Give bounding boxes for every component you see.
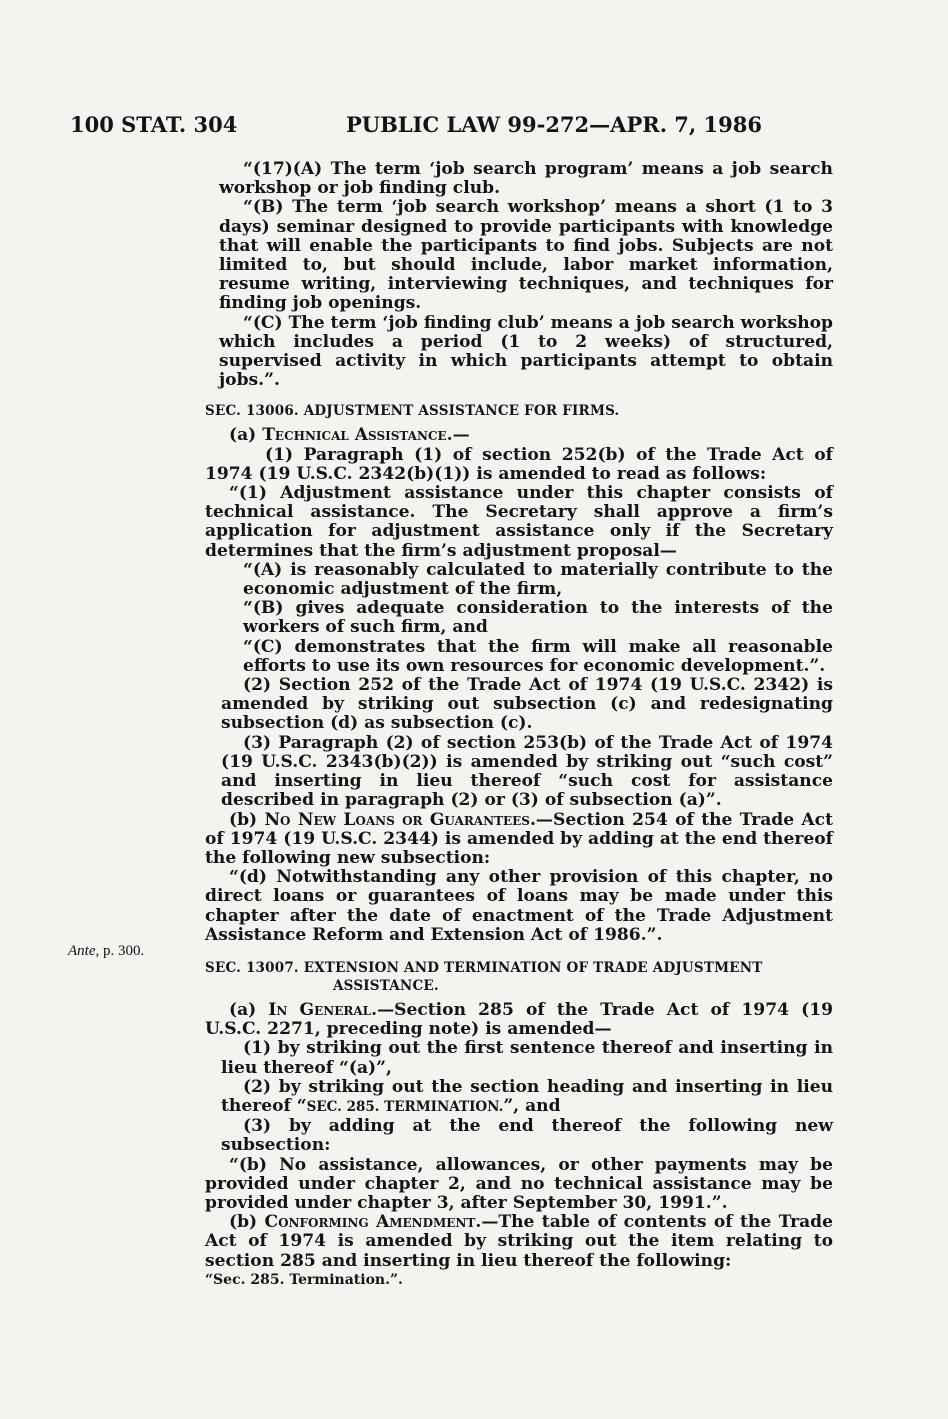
subsection-general-prefix: (a) [229, 999, 269, 1020]
subsection-conforming [205, 1213, 833, 1271]
section-13007-line1: SEC. 13007. EXTENSION AND TERMINATION OF TRADE ADJUSTMENT [205, 959, 763, 976]
paragraph-17c: “(C) The term ‘job finding club’ means a job search workshop which includes a period (1 to 2 weeks) of structured, supervised activity in which participants attempt to obtain jobs.”. [219, 312, 833, 391]
table-of-contents-item: “Sec. 285. Termination.”. [205, 1271, 403, 1288]
paragraph-17a: “(17)(A) The term ‘job search program’ means a job search workshop or job finding club. [219, 159, 833, 199]
subsection-general-text: —Section 285 of the Trade Act of 1974 (19 U.S.C. 2271, preceding note) is amended— [205, 999, 834, 1040]
subsection-conforming-text: —The table of contents of the Trade Act of 1974 is amended by striking out the item relating to section 285 and inserting in lieu thereof the following: [205, 1212, 833, 1271]
statute-page-number: 100 STAT. 304 [70, 112, 238, 137]
subsection-b [205, 811, 833, 869]
paragraph-g2-post: ”, and [503, 1095, 561, 1116]
paragraph-g3: (3) by adding at the end thereof the following new subsection: [221, 1116, 833, 1156]
margin-note [68, 942, 144, 960]
paragraph-g2-heading: SEC. 285. TERMINATION. [306, 1098, 504, 1115]
paragraph-g1: (1) by striking out the first sentence thereof and inserting in lieu thereof “(a)”, [221, 1038, 833, 1078]
quoted-subsection-b: “(b) No assistance, allowances, or other payments may be provided under chapter 2, and no technical assistance may be provided under chapter 3, after September 30, 1991.”. [205, 1154, 833, 1213]
paragraph-g2 [183, 1078, 833, 1117]
subsection-conforming-title: Conforming Amendment. [264, 1212, 482, 1233]
subsection-a-prefix: (a) [229, 425, 263, 446]
section-13007-line2: ASSISTANCE. [333, 977, 439, 994]
subsection-conforming-prefix: (b) [229, 1212, 265, 1233]
section-13007-heading [205, 959, 833, 995]
paragraph-a2: (2) Section 252 of the Trade Act of 1974 (19 U.S.C. 2342) is amended by striking out subsection (c) and redesignating subsection (d) as subsection (c). [221, 675, 833, 734]
subsection-general-title: In General. [268, 999, 378, 1020]
paragraph-a3: (3) Paragraph (2) of section 253(b) of the Trade Act of 1974 (19 U.S.C. 2343(b)(2)) is amended by striking out “such cost” and inserting in lieu thereof “such cost for assistance described in paragraph (2) or (3) of subsection (a)”. [221, 732, 833, 811]
subsection-a-heading [205, 426, 833, 445]
quoted-paragraph-A: “(A) is reasonably calculated to materially contribute to the economic adjustment of the firm, [243, 559, 833, 600]
subsection-general [205, 1001, 833, 1039]
quoted-subsection-d: “(d) Notwithstanding any other provision of this chapter, no direct loans or guarantees of loans may be made under this chapter after the date of enactment of the Trade Adjustment Assistance Reform and Extension Act of 1986.”. [205, 867, 833, 945]
document-body [205, 160, 833, 1289]
subsection-b-prefix: (b) [229, 809, 265, 830]
margin-note-page: p. 300. [103, 943, 145, 959]
subsection-b-title: No New Loans or Guarantees. [264, 809, 536, 830]
quoted-paragraph-B: “(B) gives adequate consideration to the interests of the workers of such firm, and [243, 598, 833, 638]
paragraph-a1: (1) Paragraph (1) of section 252(b) of the Trade Act of 1974 (19 U.S.C. 2342(b)(1)) is amended to read as follows: [205, 444, 833, 484]
margin-note-label: Ante, [68, 943, 100, 959]
paragraph-g2-pre: (2) by striking out the section heading and inserting in lieu thereof “ [221, 1076, 833, 1116]
subsection-b-text: —Section 254 of the Trade Act of 1974 (19 U.S.C. 2344) is amended by adding at the end thereof the following new subsection: [205, 809, 833, 868]
paragraph-17b: “(B) The term ‘job search workshop’ means a short (1 to 3 days) seminar designed to provide participants with knowledge that will enable the participants to find jobs. Subjects are not limited to, but should include, labor market information, resume writing, interviewing techniques, and techniques for finding job openings. [219, 197, 833, 314]
section-13006-heading: SEC. 13006. ADJUSTMENT ASSISTANCE FOR FIRMS. [205, 403, 620, 420]
subsection-a-title: Technical Assistance.— [262, 425, 470, 446]
public-law-title: PUBLIC LAW 99-272—APR. 7, 1986 [346, 112, 762, 137]
quoted-paragraph-1: “(1) Adjustment assistance under this chapter consists of technical assistance. The Secretary shall approve a firm’s application for adjustment assistance only if the Secretary determines that the firm’s adjustment proposal— [205, 483, 833, 561]
quoted-paragraph-C: “(C) demonstrates that the firm will make all reasonable efforts to use its own resources for economic development.”. [243, 636, 833, 676]
